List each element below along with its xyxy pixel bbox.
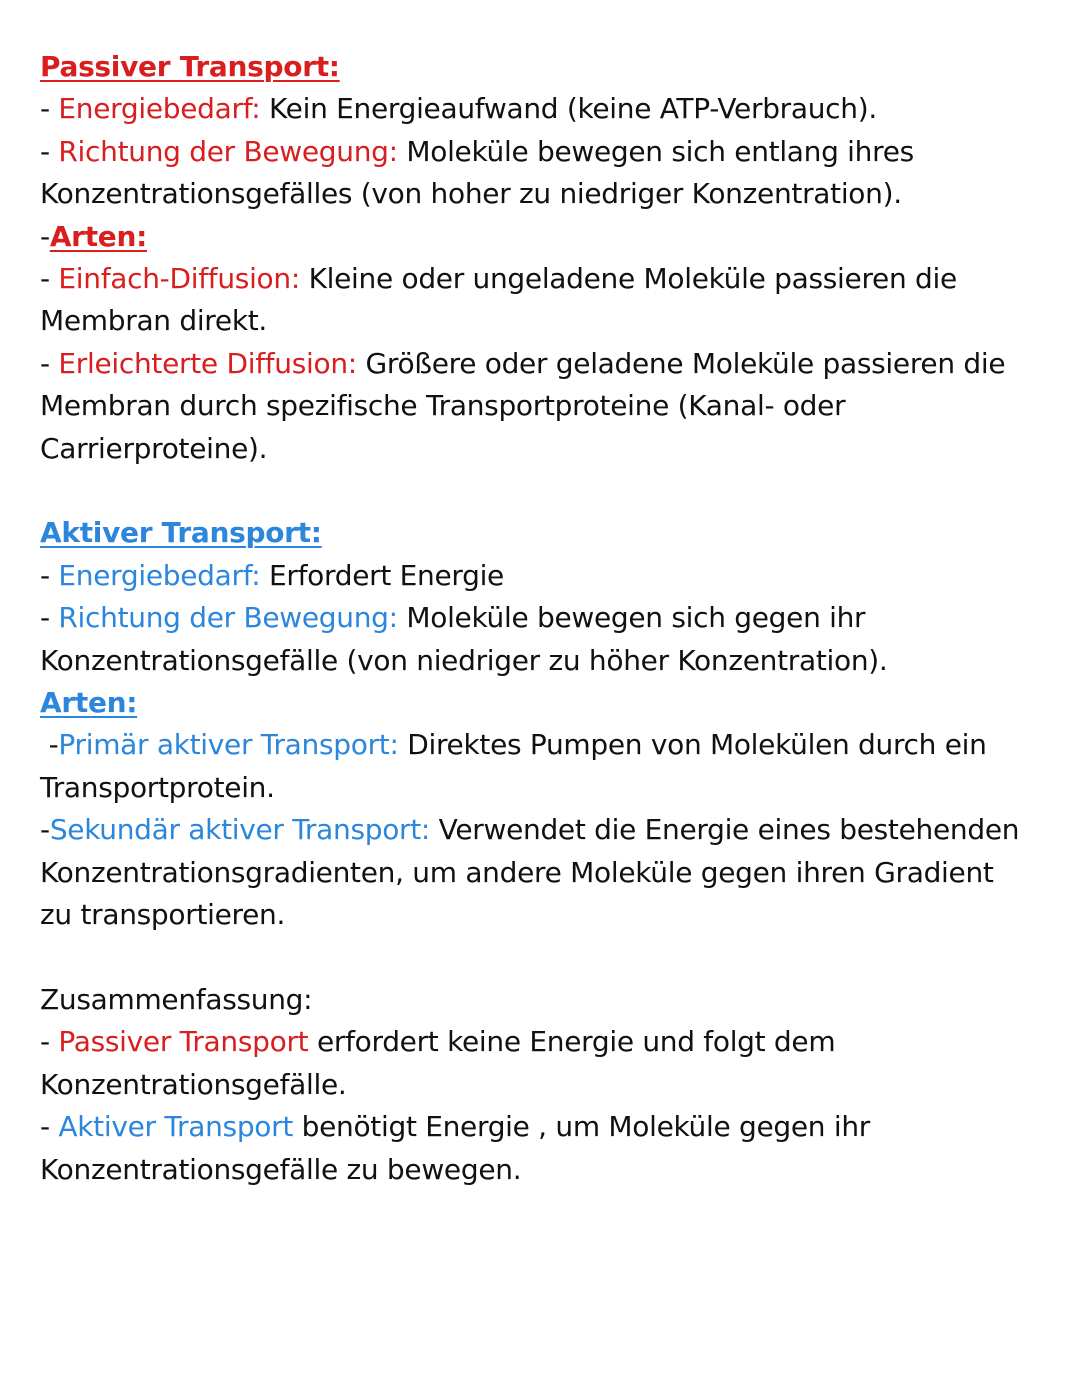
passive-heading: Passiver Transport: xyxy=(40,50,340,83)
secondary-active-text: Verwendet die Energie eines bestehenden xyxy=(430,813,1020,847)
secondary-active-line xyxy=(40,809,1050,851)
passive-direction-line xyxy=(40,131,1050,173)
primary-active-text: Direktes Pumpen von Molekülen durch ein xyxy=(398,728,987,762)
section-spacer xyxy=(40,470,1050,512)
passive-transport-section xyxy=(40,46,1050,470)
facilitated-diffusion-text: Größere oder geladene Moleküle passieren die xyxy=(356,346,1006,380)
simple-diffusion-line-2: Membran direkt. xyxy=(40,304,268,338)
bullet-dash: - xyxy=(40,1110,59,1144)
bullet-dash: - xyxy=(40,134,59,168)
passive-types-heading: Arten: xyxy=(49,219,147,253)
primary-active-line xyxy=(40,724,1050,766)
passive-direction-line-2: Konzentrationsgefälles (von hoher zu niedriger Konzentration). xyxy=(40,177,902,211)
passive-types-line xyxy=(40,216,1050,258)
active-types-heading: Arten: xyxy=(40,686,138,720)
active-direction-label: Richtung der Bewegung: xyxy=(58,601,398,635)
facilitated-diffusion-line-3: Carrierproteine). xyxy=(40,431,268,465)
bullet-dash: - xyxy=(40,601,59,635)
summary-section xyxy=(40,979,1050,1191)
passive-direction-label: Richtung der Bewegung: xyxy=(58,134,398,168)
facilitated-diffusion-line xyxy=(40,343,1050,385)
summary-active-line xyxy=(40,1106,1050,1148)
active-types-line xyxy=(40,682,1050,724)
secondary-active-label: Sekundär aktiver Transport: xyxy=(49,813,431,847)
bullet-dash: - xyxy=(40,219,50,253)
primary-active-line-2: Transportprotein. xyxy=(40,770,275,804)
summary-passive-line-2: Konzentrationsgefälle. xyxy=(40,1067,347,1101)
secondary-active-line-3: zu transportieren. xyxy=(40,898,286,932)
section-spacer xyxy=(40,937,1050,979)
active-heading: Aktiver Transport: xyxy=(40,516,322,550)
active-direction-line xyxy=(40,597,1050,639)
passive-heading-line xyxy=(40,46,1050,88)
summary-passive-line xyxy=(40,1021,1050,1063)
active-energy-text: Erfordert Energie xyxy=(260,558,504,592)
passive-energy-label: Energiebedarf: xyxy=(58,92,261,126)
summary-active-label: Aktiver Transport xyxy=(58,1110,294,1144)
bullet-dash: - xyxy=(40,262,59,296)
active-heading-line xyxy=(40,512,1050,554)
summary-heading: Zusammenfassung: xyxy=(40,982,313,1016)
simple-diffusion-text: Kleine oder ungeladene Moleküle passieren die xyxy=(299,262,957,296)
passive-direction-text: Moleküle bewegen sich entlang ihres xyxy=(397,134,914,168)
passive-energy-text: Kein Energieaufwand (keine ATP-Verbrauch). xyxy=(260,92,877,126)
summary-active-text: benötigt Energie , um Moleküle gegen ihr xyxy=(293,1110,870,1144)
facilitated-diffusion-line-2: Membran durch spezifische Transportproteine (Kanal- oder xyxy=(40,389,846,423)
secondary-active-line-2: Konzentrationsgradienten, um andere Moleküle gegen ihren Gradient xyxy=(40,855,994,889)
active-transport-section xyxy=(40,512,1050,936)
bullet-dash: - xyxy=(40,813,50,847)
active-energy-label: Energiebedarf: xyxy=(58,558,261,592)
simple-diffusion-line xyxy=(40,258,1050,300)
primary-active-label: Primär aktiver Transport: xyxy=(58,728,399,762)
passive-energy-line xyxy=(40,88,1050,130)
simple-diffusion-label: Einfach-Diffusion: xyxy=(58,262,300,296)
active-direction-text: Moleküle bewegen sich gegen ihr xyxy=(397,601,866,635)
bullet-dash: - xyxy=(40,1025,59,1059)
active-direction-line-2: Konzentrationsgefälle (von niedriger zu höher Konzentration). xyxy=(40,643,888,677)
summary-passive-label: Passiver Transport xyxy=(58,1025,309,1059)
summary-active-line-2: Konzentrationsgefälle zu bewegen. xyxy=(40,1152,522,1186)
bullet-dash: - xyxy=(40,728,59,762)
facilitated-diffusion-label: Erleichterte Diffusion: xyxy=(58,346,357,380)
active-energy-line xyxy=(40,555,1050,597)
bullet-dash: - xyxy=(40,92,59,126)
bullet-dash: - xyxy=(40,346,59,380)
notes-page xyxy=(40,46,1050,1191)
summary-passive-text: erfordert keine Energie und folgt dem xyxy=(308,1025,836,1059)
bullet-dash: - xyxy=(40,558,59,592)
